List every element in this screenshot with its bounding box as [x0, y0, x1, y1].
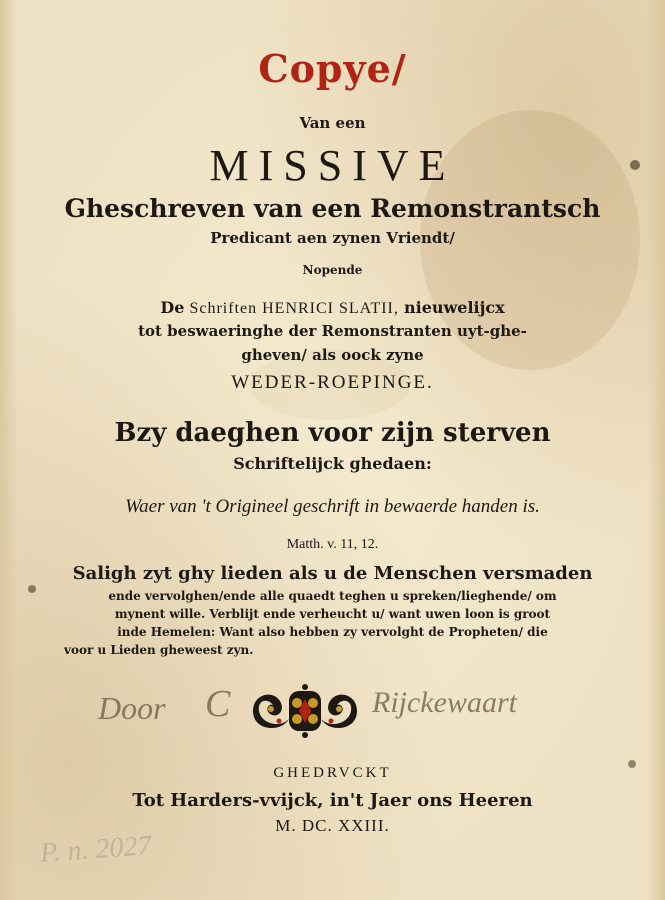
title-van-een: Van een	[299, 114, 366, 132]
body-line-1	[0, 298, 665, 318]
body-line-1-nieuwelijcx: nieuwelijcx	[403, 298, 505, 317]
imprint-ghedruckt: GHEDRVCKT	[273, 765, 392, 781]
subtitle-line-1: Bzy daeghen voor zijn sterven	[114, 418, 551, 448]
body-line-4: WEDER-ROEPINGE.	[231, 372, 434, 393]
imprint-year: M. DC. XXIII.	[275, 816, 390, 835]
imprint-place: Tot Harders-vvijck, in't Jaer ons Heeren	[132, 790, 533, 811]
body-line-3: gheven/ als oock zyne	[241, 346, 424, 364]
title-missive: MISSIVE	[209, 141, 456, 190]
printer-ornament-icon	[245, 683, 365, 739]
body-line-1-schriften: Schriften HENRICI SLATII,	[189, 300, 399, 317]
quote-line-1: Saligh zyt ghy lieden als u de Menschen versmaden	[72, 563, 593, 584]
pencil-shelfmark: P. n. 2027	[39, 830, 153, 869]
subtitle-line-2: Schriftelijck ghedaen:	[233, 454, 432, 473]
title-nopende: Nopende	[302, 263, 363, 277]
title-gheschreven: Gheschreven van een Remonstrantsch	[64, 194, 601, 223]
handwriting-name: Rijckewaart	[372, 686, 517, 719]
quote-line-2: ende vervolghen/ende alle quaedt teghen u spreken/lieghende/ om	[108, 589, 557, 603]
body-line-1-de: De	[160, 298, 185, 317]
quote-line-4: inde Hemelen: Want also hebben zy vervolght de Propheten/ die	[117, 625, 548, 639]
handwriting-door: Door	[98, 690, 166, 726]
handwriting-initial: C	[205, 683, 231, 725]
title-copye: Copye/	[258, 46, 407, 91]
title-predicant: Predicant aen zynen Vriendt/	[210, 229, 455, 247]
quote-line-5: voor u Lieden gheweest zyn.	[64, 643, 254, 657]
body-line-2: tot beswaeringhe der Remonstranten uyt-ghe-	[138, 322, 527, 340]
original-note: Waer van 't Origineel geschrift in bewaerde handen is.	[125, 496, 540, 517]
quote-line-3: mynent wille. Verblijt ende verheucht u/ want uwen loon is groot	[114, 607, 551, 621]
quote-reference: Matth. v. 11, 12.	[286, 537, 379, 552]
